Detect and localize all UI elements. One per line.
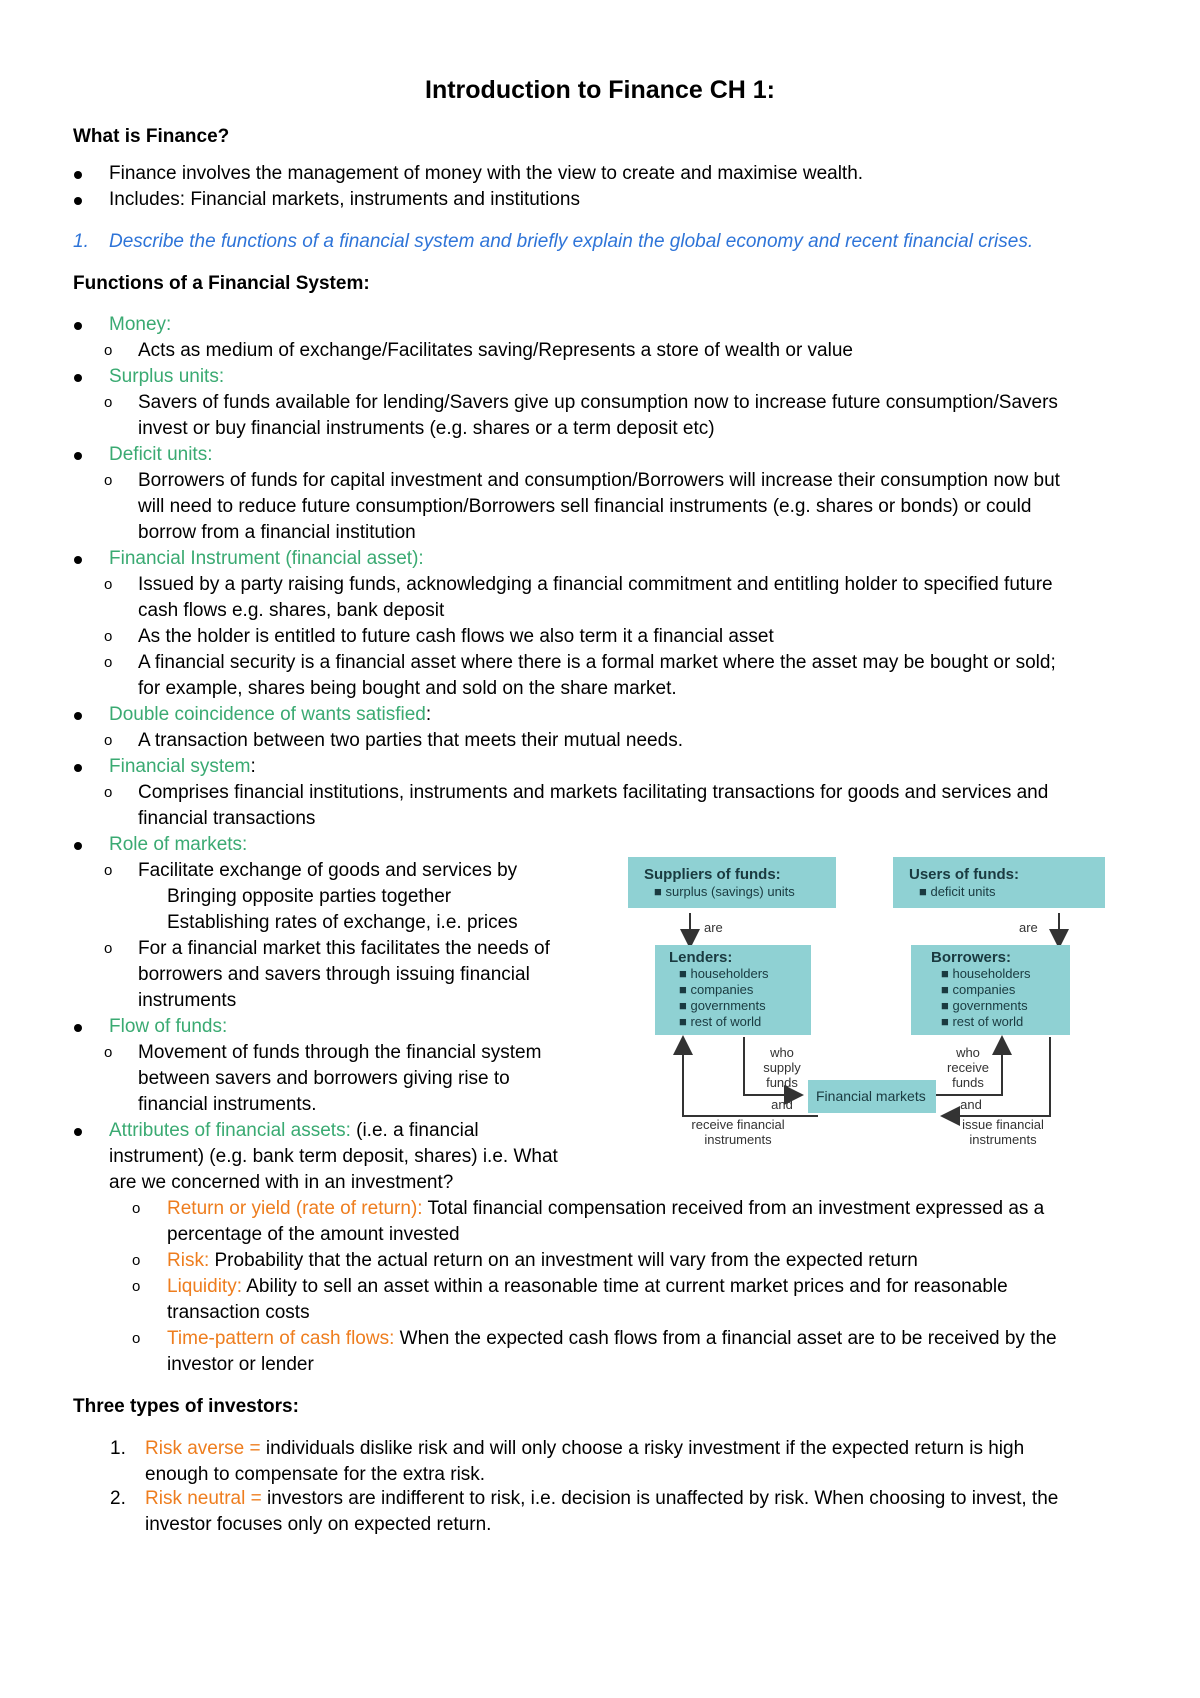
and-label: and — [771, 1097, 793, 1112]
suppliers-title: Suppliers of funds: — [644, 866, 781, 883]
bullet-icon — [74, 546, 82, 572]
sub-bullet-icon: o — [104, 654, 113, 671]
suppliers-box — [628, 857, 836, 908]
sub-bullet-icon: o — [132, 1278, 141, 1295]
list-item: cash flows e.g. shares, bank deposit — [138, 600, 445, 621]
heading-functions: Functions of a Financial System: — [73, 273, 370, 294]
term-attributes: Attributes of financial assets: (i.e. a financial — [109, 1120, 479, 1141]
bullet-icon — [74, 1014, 82, 1040]
term-financial-system: Financial system: — [109, 756, 256, 777]
issue-instruments-label: issue financial instruments — [962, 1117, 1044, 1147]
flow-of-funds-diagram — [628, 857, 1108, 1147]
list-item: Borrowers of funds for capital investment and consumption/Borrowers will increase their consumption now but — [138, 470, 1060, 491]
bullet-icon — [74, 702, 82, 728]
list-item: For a financial market this facilitates the needs of — [138, 938, 550, 959]
term-deficit: Deficit units: — [109, 444, 213, 465]
bullet-icon — [74, 1118, 82, 1144]
bullet-icon — [74, 754, 82, 780]
are-label: are — [1019, 920, 1038, 935]
list-item: Acts as medium of exchange/Facilitates saving/Represents a store of wealth or value — [138, 340, 853, 361]
list-item: borrowers and savers through issuing financial — [138, 964, 530, 985]
list-item: Facilitate exchange of goods and services by — [138, 860, 518, 881]
financial-markets-label: Financial markets — [816, 1088, 926, 1104]
attribute-return: Return or yield (rate of return): Total financial compensation received from an investment expressed as a — [167, 1198, 1045, 1219]
sub-bullet-icon: o — [132, 1252, 141, 1269]
term-flow-of-funds: Flow of funds: — [109, 1016, 228, 1037]
bullet-icon — [74, 161, 82, 187]
investor-risk-neutral: Risk neutral = investors are indifferent to risk, i.e. decision is unaffected by risk. When choosing to invest, the — [145, 1488, 1059, 1509]
list-item: Finance involves the management of money with the view to create and maximise wealth. — [109, 163, 864, 184]
list-item: invest or buy financial instruments (e.g. shares or a term deposit etc) — [138, 418, 715, 439]
list-item: will need to reduce future consumption/Borrowers sell financial instruments (e.g. shares or bonds) or could — [138, 496, 1032, 517]
attribute-liquidity: Liquidity: Ability to sell an asset within a reasonable time at current market prices and for reasonable — [167, 1276, 1008, 1297]
receive-instruments-label: receive financial instruments — [691, 1117, 785, 1147]
lenders-item: ■ householders — [679, 966, 769, 981]
list-item: A transaction between two parties that meets their mutual needs. — [138, 730, 683, 751]
list-item: Comprises financial institutions, instruments and markets facilitating transactions for goods and services and — [138, 782, 1049, 803]
term-money: Money: — [109, 314, 172, 335]
list-item: A financial security is a financial asset where there is a formal market where the asset may be bought or sold; — [138, 652, 1056, 673]
term-surplus: Surplus units: — [109, 366, 225, 387]
lenders-box — [655, 945, 811, 1035]
financial-markets-box — [808, 1080, 936, 1113]
list-item: Savers of funds available for lending/Savers give up consumption now to increase future consumption/Savers — [138, 392, 1058, 413]
sub-bullet-icon: o — [104, 394, 113, 411]
lenders-item: ■ governments — [679, 998, 766, 1013]
list-item: As the holder is entitled to future cash flows we also term it a financial asset — [138, 626, 774, 647]
list-item: Establishing rates of exchange, i.e. prices — [167, 912, 518, 933]
borrowers-item: ■ companies — [941, 982, 1016, 997]
list-item: Bringing opposite parties together — [167, 886, 452, 907]
borrowers-title: Borrowers: — [931, 949, 1012, 966]
list-item: enough to compensate for the extra risk. — [145, 1464, 486, 1485]
heading-investors: Three types of investors: — [73, 1396, 299, 1417]
sub-bullet-icon: o — [104, 472, 113, 489]
list-item: financial transactions — [138, 808, 316, 829]
sub-bullet-icon: o — [104, 732, 113, 749]
list-number: 1. — [110, 1438, 126, 1459]
sub-bullet-icon: o — [132, 1330, 141, 1347]
list-item: borrow from a financial institution — [138, 522, 416, 543]
and-label: and — [960, 1097, 982, 1112]
heading-what-is-finance: What is Finance? — [73, 126, 230, 147]
bullet-icon — [74, 364, 82, 390]
lenders-title: Lenders: — [669, 949, 733, 966]
users-title: Users of funds: — [909, 866, 1020, 883]
term-instrument: Financial Instrument (financial asset): — [109, 548, 424, 569]
list-item: Movement of funds through the financial system — [138, 1042, 542, 1063]
list-number: 2. — [110, 1488, 126, 1509]
sub-bullet-icon: o — [104, 784, 113, 801]
term-double-coincidence: Double coincidence of wants satisfied: — [109, 704, 432, 725]
objective-text: Describe the functions of a financial system and briefly explain the global economy and recent financial crises. — [109, 231, 1034, 252]
list-item: Includes: Financial markets, instruments and institutions — [109, 189, 580, 210]
who-supply-label: who supply funds — [763, 1045, 801, 1090]
list-item: instruments — [138, 990, 237, 1011]
term-role-of-markets: Role of markets: — [109, 834, 248, 855]
list-item: for example, shares being bought and sold on the share market. — [138, 678, 677, 699]
list-item: percentage of the amount invested — [167, 1224, 460, 1245]
list-item: investor or lender — [167, 1354, 314, 1375]
sub-bullet-icon: o — [104, 940, 113, 957]
borrowers-box — [911, 945, 1070, 1035]
list-item: investor focuses only on expected return. — [145, 1514, 492, 1535]
investor-risk-averse: Risk averse = individuals dislike risk and will only choose a risky investment if the expected return is high — [145, 1438, 1025, 1459]
list-item: financial instruments. — [138, 1094, 317, 1115]
list-item: between savers and borrowers giving rise to — [138, 1068, 510, 1089]
sub-bullet-icon: o — [104, 1044, 113, 1061]
who-receive-label: who receive funds — [947, 1045, 989, 1090]
list-item: instrument) (e.g. bank term deposit, shares) i.e. What — [109, 1146, 558, 1167]
sub-bullet-icon: o — [104, 576, 113, 593]
list-item: transaction costs — [167, 1302, 310, 1323]
users-box — [893, 857, 1105, 908]
attribute-risk: Risk: Probability that the actual return on an investment will vary from the expected return — [167, 1250, 918, 1271]
sub-bullet-icon: o — [104, 628, 113, 645]
sub-bullet-icon: o — [104, 342, 113, 359]
borrowers-item: ■ governments — [941, 998, 1028, 1013]
sub-bullet-icon: o — [132, 1200, 141, 1217]
list-item: Issued by a party raising funds, acknowledging a financial commitment and entitling holder to specified future — [138, 574, 1053, 595]
are-label: are — [704, 920, 723, 935]
list-item: are we concerned with in an investment? — [109, 1172, 454, 1193]
lenders-item: ■ companies — [679, 982, 754, 997]
borrowers-item: ■ rest of world — [941, 1014, 1024, 1029]
attribute-time-pattern: Time-pattern of cash flows: When the expected cash flows from a financial asset are to be received by the — [167, 1328, 1057, 1349]
bullet-icon — [74, 442, 82, 468]
bullet-icon — [74, 312, 82, 338]
bullet-icon — [74, 187, 82, 213]
users-item: ■ deficit units — [919, 884, 996, 899]
bullet-icon — [74, 832, 82, 858]
suppliers-item: ■ surplus (savings) units — [654, 884, 795, 899]
sub-bullet-icon: o — [104, 862, 113, 879]
borrowers-item: ■ householders — [941, 966, 1031, 981]
page-title: Introduction to Finance CH 1: — [425, 76, 775, 104]
lenders-item: ■ rest of world — [679, 1014, 762, 1029]
objective-number: 1. — [73, 231, 89, 252]
